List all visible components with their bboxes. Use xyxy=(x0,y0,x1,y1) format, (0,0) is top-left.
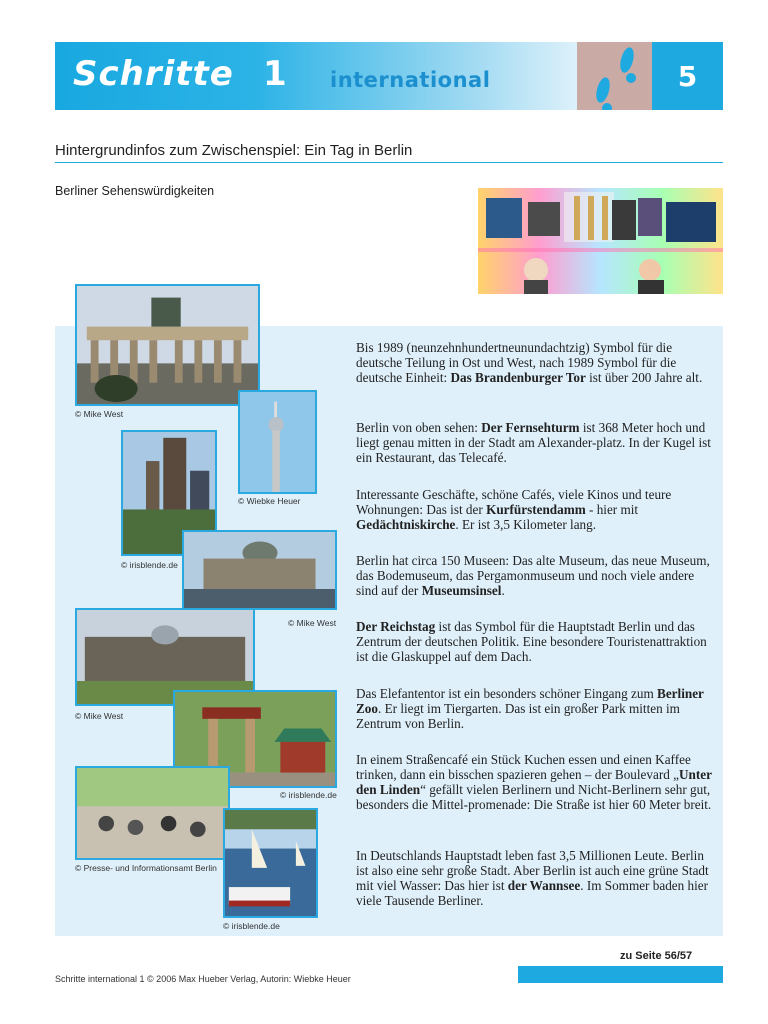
page-reference: zu Seite 56/57 xyxy=(620,950,693,962)
paragraph-fernsehturm: Berlin von oben sehen: Der Fernsehturm ist 368 Meter hoch und liegt genau mitten in der Stadt am Alexander-platz. In der Kugel ist ein Restaurant, das Telecafé. xyxy=(356,420,711,465)
paragraph-elefantentor: Das Elefantentor ist ein besonders schöner Eingang zum Berliner Zoo. Er liegt im Tiergarten. Das ist ein großer Park mitten im Zentrum von Berlin. xyxy=(356,686,704,731)
paragraph-unter-den-linden: In einem Straßencafé ein Stück Kuchen essen und einen Kaffee trinken, dann ein bisschen spazieren gehen – der Boulevard „Unter den Linden“ gefällt vielen Berlinern und Nicht-Berlinern sehr gut, besonders die Mittel-promenade: Die Straße ist hier 60 Meter breit. xyxy=(356,752,712,812)
photo-credit: © irisblende.de xyxy=(280,790,337,800)
footer-copyright: Schritte international 1 © 2006 Max Hueber Verlag, Autorin: Wiebke Heuer xyxy=(55,974,351,984)
paragraph-reichstag: Der Reichstag ist das Symbol für die Hauptstadt Berlin und das Zentrum der deutschen Politik. Eine besondere Touristenattraktion ist die Glaskuppel auf dem Dach. xyxy=(356,619,707,664)
fernsehturm-photo xyxy=(238,390,317,494)
paragraph-museumsinsel: Berlin hat circa 150 Museen: Das alte Museum, das neue Museum, das Bodemuseum, das Pergamonmuseum und noch viele andere sind auf der Museumsinsel. xyxy=(356,553,710,598)
header-banner xyxy=(55,42,723,110)
photo-credit: © Mike West xyxy=(288,618,337,628)
strassencafe-photo xyxy=(75,766,230,860)
page-subtitle: Berliner Sehenswürdigkeiten xyxy=(55,184,215,198)
unit-number-box xyxy=(652,42,723,110)
paragraph-kurfuerstendamm: Interessante Geschäfte, schöne Cafés, viele Kinos und teure Wohnungen: Das ist der Kurfürstendamm - hier mit Gedächtniskirche. Er ist 3,5 Kilometer lang. xyxy=(356,487,672,532)
photo-credit: © Mike West xyxy=(75,711,124,721)
brand-schritte: Schritte xyxy=(73,54,234,94)
photo-credit: © irisblende.de xyxy=(121,560,178,570)
bodemuseum-photo xyxy=(182,530,337,610)
page-title: Hintergrundinfos zum Zwischenspiel: Ein Tag in Berlin xyxy=(55,142,413,159)
paragraph-brandenburger-tor: Bis 1989 (neunzehnhundertneunundachtzig) Symbol für die deutsche Teilung in Ost und West, nach 1989 Symbol für die deutsche Einheit: Das Brandenburger Tor ist über 200 Jahre alt. xyxy=(356,340,703,385)
brandenburger-tor-photo xyxy=(75,284,260,406)
brand-number: 1 xyxy=(263,54,287,94)
photo-credit: © irisblende.de xyxy=(223,921,280,931)
title-divider xyxy=(55,162,723,163)
photo-credit: © Wiebke Heuer xyxy=(238,496,301,506)
footprints-logo xyxy=(577,42,652,110)
berlin-collage-image xyxy=(478,188,723,294)
footer-accent-bar xyxy=(518,966,723,983)
photo-credit: © Presse- und Informationsamt Berlin xyxy=(75,863,217,873)
unit-number: 5 xyxy=(677,59,698,93)
paragraph-wannsee: In Deutschlands Hauptstadt leben fast 3,5 Millionen Leute. Berlin ist also eine sehr große Stadt. Aber Berlin ist auch eine grüne Stadt mit viel Wasser: Das hier ist der Wannsee. Im Sommer baden hier viele Tausende Berliner. xyxy=(356,848,709,908)
brand-international: international xyxy=(330,68,491,92)
photo-credit: © Mike West xyxy=(75,409,124,419)
wannsee-photo xyxy=(223,808,318,918)
footprints-icon xyxy=(577,42,652,110)
